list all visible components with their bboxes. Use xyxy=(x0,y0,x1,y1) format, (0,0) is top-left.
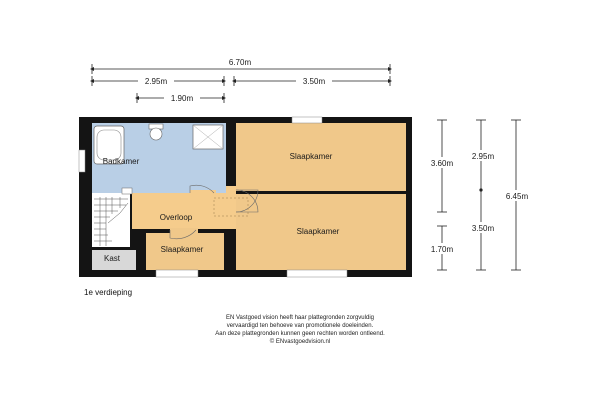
dimension-left-width xyxy=(92,75,224,86)
wall-stair-landing xyxy=(130,193,132,229)
landing-floor xyxy=(131,193,236,229)
dimension-right-a-label: 3.60m xyxy=(430,159,454,168)
dimension-right-e-label: 1.70m xyxy=(430,245,454,254)
dimension-right-d xyxy=(468,190,496,270)
dimension-right-width-label: 3.50m xyxy=(302,77,326,86)
door-opening-right xyxy=(226,186,236,216)
wall-small-right xyxy=(226,229,236,270)
dimension-right-d-label: 3.50m xyxy=(471,224,495,233)
dimension-bath-width xyxy=(137,92,224,103)
disclaimer xyxy=(0,314,600,346)
room-label-badkamer: Badkamer xyxy=(102,157,140,166)
room-label-slaapkamer-right: Slaapkamer xyxy=(296,227,340,236)
sink-icon xyxy=(122,188,132,194)
floor-label: 1e verdieping xyxy=(84,288,133,297)
disclaimer-line: Aan deze plattegronden kunnen geen rechten worden ontleend. xyxy=(215,331,385,337)
toilet-icon xyxy=(149,124,163,140)
window-left xyxy=(79,150,85,172)
dimension-right-b xyxy=(468,120,496,192)
room-label-kast: Kast xyxy=(103,254,121,263)
room-label-slaapkamer-top: Slaapkamer xyxy=(289,152,333,161)
wall-bath-bedroom xyxy=(226,123,236,193)
dimension-total-width-label: 6.70m xyxy=(228,58,252,67)
window-bottom-small xyxy=(156,270,198,277)
dimension-right-b-label: 2.95m xyxy=(471,152,495,161)
disclaimer-line: EN Vastgoed vision heeft haar plattegronden zorgvuldig xyxy=(226,315,374,321)
dimension-total-width xyxy=(92,56,390,74)
wall-bedrooms xyxy=(236,191,406,194)
dimension-right-e xyxy=(428,226,456,270)
disclaimer-line: © ENvastgoedvision.nl xyxy=(269,339,331,345)
dimension-bath-width-label: 1.90m xyxy=(170,94,194,103)
shower-icon xyxy=(193,125,223,149)
room-label-slaapkamer-small: Slaapkamer xyxy=(160,245,204,254)
wall-storage-small xyxy=(136,229,146,270)
disclaimer-line: vervaardigd ten behoeve van promotionele doeleinden. xyxy=(226,323,374,329)
window-top xyxy=(292,117,322,123)
dimension-right-c-label: 6.45m xyxy=(505,192,529,201)
dimension-left-width-label: 2.95m xyxy=(144,77,168,86)
dimension-right-width xyxy=(234,75,390,86)
dimension-right-c xyxy=(503,120,531,270)
window-bottom-right xyxy=(287,270,347,277)
wall-storage-top xyxy=(92,247,136,250)
dimension-right-a xyxy=(428,120,456,212)
room-label-overloop: Overloop xyxy=(159,213,193,222)
